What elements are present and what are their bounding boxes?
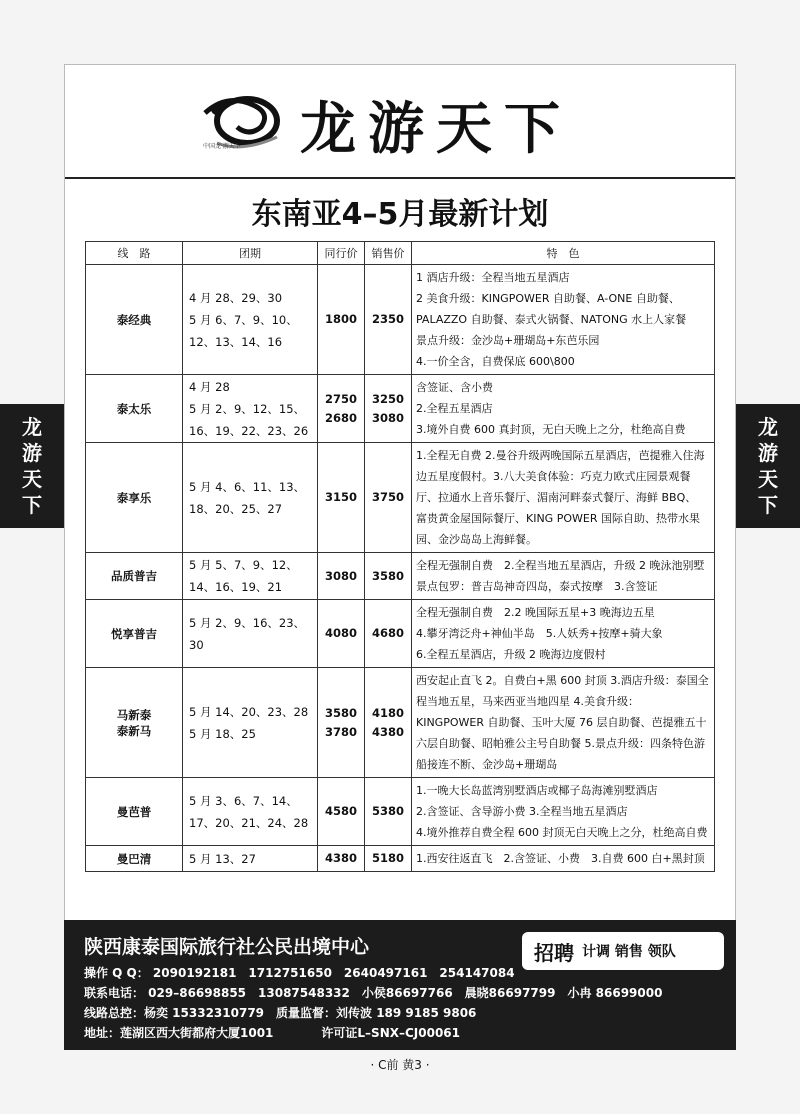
date-line: 16、19、22、23、26: [189, 423, 309, 438]
date-line: 30: [189, 637, 204, 652]
sale-price-cell: [365, 265, 412, 375]
page-title: 东南亚4–5月最新计划: [251, 197, 549, 232]
route-name: 泰经典: [116, 312, 152, 327]
brand-name: 龙游天下: [300, 96, 572, 162]
date-line: 5 月 13、27: [189, 851, 256, 866]
trade-price: 4580: [324, 804, 357, 818]
side-char: 游: [758, 441, 778, 465]
sale-price: 2350: [371, 312, 404, 326]
trade-price-cell: [318, 778, 365, 846]
feature-line: 1.全程无自费 2.曼谷升级两晚国际五星酒店，芭提雅入住海: [416, 449, 705, 462]
trade-price-cell: [318, 846, 365, 872]
feature-line: 程当地五星，马来西亚当地四星 4.美食升级：: [416, 695, 639, 708]
date-line: 4 月 28、29、30: [189, 290, 283, 305]
side-char: 天: [758, 467, 778, 491]
feature-line: 边五星度假村。3.八大美食体验：巧克力欧式庄园景观餐: [416, 470, 691, 483]
header: [65, 65, 735, 179]
date-line: 14、16、19、21: [189, 580, 283, 594]
feature-line: 4.境外推荐自费全程 600 封顶无白天晚上之分，杜绝高自费: [416, 826, 708, 839]
trade-price-cell: [318, 668, 365, 778]
feature-line: 2.含签证、含导游小费 3.全程当地五星酒店: [416, 805, 628, 818]
table-header-row: [86, 242, 715, 265]
side-char: 龙: [22, 415, 42, 439]
address-line: 地址：莲湖区西大街都府大厦1001 许可证L–SNX–CJ00061: [84, 1026, 461, 1040]
sale-price-cell: [365, 668, 412, 778]
features-cell: [412, 668, 715, 778]
side-char: 下: [758, 493, 778, 517]
sale-price: 5380: [371, 804, 404, 818]
sale-price-cell: [365, 778, 412, 846]
route-name: 马新泰: [116, 707, 152, 722]
table-row: [86, 553, 715, 600]
sale-price: 3080: [371, 410, 404, 425]
sale-price: 4180: [371, 705, 404, 720]
dates-cell: [183, 778, 318, 846]
dates-cell: [183, 668, 318, 778]
recruit-badge: [522, 932, 724, 970]
route-name: 悦享普吉: [111, 626, 157, 641]
features-cell: [412, 553, 715, 600]
sale-price: 3750: [371, 490, 404, 504]
table-row: [86, 443, 715, 553]
feature-line: 西安起止直飞 2。自费白+黑 600 封顶 3.酒店升级：泰国全: [416, 674, 709, 687]
table-row: [86, 600, 715, 668]
date-line: 5 月 6、7、9、10、: [189, 312, 298, 327]
trade-price: 1800: [324, 312, 357, 326]
itinerary-table: [85, 241, 715, 872]
date-line: 5 月 4、6、11、13、: [189, 479, 306, 494]
feature-line: 1.西安往返直飞 2.含签证、小费 3.自费 600 白+黑封顶: [416, 852, 705, 865]
route-cell: [86, 600, 183, 668]
trade-price: 2750: [324, 391, 357, 406]
date-line: 5 月 5、7、9、12、: [189, 558, 298, 572]
feature-line: KINGPOWER 自助餐、玉叶大厦 76 层自助餐、芭提雅五十: [416, 716, 707, 729]
feature-line: 全程无强制自费 2.2 晚国际五星+3 晚海边五星: [416, 606, 655, 619]
col-route-header: 线 路: [86, 242, 183, 265]
trade-price-cell: [318, 265, 365, 375]
route-cell: [86, 553, 183, 600]
col-trade-price-header: 同行价: [318, 242, 365, 265]
sale-price: 5180: [371, 851, 404, 865]
trade-price: 3580: [324, 705, 357, 720]
feature-line: 景点包罗：普吉岛神奇四岛，泰式按摩 3.含签证: [416, 580, 658, 593]
route-cell: [86, 778, 183, 846]
footer: [64, 920, 736, 1050]
sale-price-cell: [365, 600, 412, 668]
recruit-roles: 计调 销售 领队: [582, 944, 676, 960]
route-name: 泰享乐: [116, 490, 152, 505]
features-cell: [412, 600, 715, 668]
feature-line: 3.境外自费 600 真封顶，无白天晚上之分，杜绝高自费: [416, 423, 686, 436]
features-cell: [412, 375, 715, 443]
feature-line: 1.一晚大长岛蓝湾别墅酒店或椰子岛海滩别墅酒店: [416, 784, 658, 797]
trade-price: 3080: [324, 568, 357, 583]
logo-caption: 中国龙·游天下: [203, 143, 241, 150]
side-char: 天: [22, 467, 42, 491]
col-sale-price-header: 销售价: [365, 242, 412, 265]
agency-name: 陕西康泰国际旅行社公民出境中心: [84, 936, 370, 958]
features-cell: [412, 846, 715, 872]
date-line: 5 月 18、25: [189, 726, 256, 741]
route-name: 曼芭普: [116, 804, 152, 819]
feature-line: 船接连不断、金沙岛+珊瑚岛: [416, 758, 558, 771]
feature-line: 4.攀牙湾泛舟+神仙半岛 5.人妖秀+按摩+骑大象: [416, 627, 663, 640]
side-char: 游: [22, 441, 42, 465]
trade-price-cell: [318, 443, 365, 553]
trade-price: 2680: [324, 410, 357, 425]
feature-line: 6.全程五星酒店，升级 2 晚海边度假村: [416, 648, 606, 661]
managers-line: 线路总控：杨奕 15332310779 质量监督：刘传波 189 9185 9806: [84, 1006, 477, 1020]
feature-line: 4.一价全含，自费保底 600\800: [416, 355, 575, 368]
feature-line: PALAZZO 自助餐、泰式火锅餐、NATONG 水上人家餐: [416, 313, 687, 326]
side-char: 下: [22, 493, 42, 517]
table-row: [86, 846, 715, 872]
feature-line: 1 酒店升级：全程当地五星酒店: [416, 271, 570, 284]
feature-line: 全程无强制自费 2.全程当地五星酒店，升级 2 晚泳池别墅: [416, 559, 705, 572]
feature-line: 厅、拉通水上音乐餐厅、湄南河畔泰式餐厅、海鲜 BBQ、: [416, 491, 697, 504]
trade-price-cell: [318, 553, 365, 600]
route-name: 泰新马: [116, 723, 152, 738]
dates-cell: [183, 375, 318, 443]
sale-price: 3580: [371, 568, 404, 583]
feature-line: 六层自助餐、昭帕雅公主号自助餐 5.景点升级：四条特色游: [416, 737, 705, 750]
flyer-page: [64, 64, 736, 1050]
qq-line: 操作 Q Q： 2090192181 1712751650 2640497161 254147084: [84, 966, 515, 980]
table-row: [86, 375, 715, 443]
sale-price: 4680: [371, 626, 404, 640]
trade-price-cell: [318, 600, 365, 668]
trade-price: 4380: [324, 851, 357, 865]
sale-price-cell: [365, 443, 412, 553]
table-row: [86, 778, 715, 846]
date-line: 12、13、14、16: [189, 334, 283, 349]
trade-price: 4080: [324, 626, 357, 640]
dates-cell: [183, 846, 318, 872]
date-line: 5 月 14、20、23、28: [189, 704, 309, 719]
dates-cell: [183, 600, 318, 668]
feature-line: 2 美食升级：KINGPOWER 自助餐、A-ONE 自助餐、: [416, 292, 680, 305]
col-features-header: 特 色: [412, 242, 715, 265]
feature-line: 富贵黄金屋国际餐厅、KING POWER 国际自助、热带水果: [416, 512, 700, 525]
table-row: [86, 265, 715, 375]
date-line: 18、20、25、27: [189, 501, 283, 516]
features-cell: [412, 265, 715, 375]
route-cell: [86, 265, 183, 375]
phone-line: 联系电话： 029–86698855 13087548332 小侯86697766 晨晓86697799 小冉 86699000: [84, 986, 663, 1000]
feature-line: 2.全程五星酒店: [416, 402, 493, 415]
dates-cell: [183, 553, 318, 600]
date-line: 5 月 3、6、7、14、: [189, 793, 298, 808]
feature-line: 园、金沙岛岛上海鲜餐。: [416, 533, 537, 546]
sale-price-cell: [365, 553, 412, 600]
table-row: [86, 668, 715, 778]
dates-cell: [183, 265, 318, 375]
trade-price-cell: [318, 375, 365, 443]
dates-cell: [183, 443, 318, 553]
sale-price-cell: [365, 375, 412, 443]
features-cell: [412, 778, 715, 846]
trade-price: 3780: [324, 724, 357, 739]
col-dates-header: 团期: [183, 242, 318, 265]
trade-price: 3150: [324, 490, 357, 504]
feature-line: 景点升级：金沙岛+珊瑚岛+东芭乐园: [416, 334, 600, 347]
date-line: 17、20、21、24、28: [189, 815, 309, 830]
feature-line: 含签证、含小费: [416, 381, 493, 394]
route-name: 曼巴清: [116, 851, 152, 866]
date-line: 5 月 2、9、12、15、: [189, 401, 306, 416]
sale-price: 4380: [371, 724, 404, 739]
sale-price-cell: [365, 846, 412, 872]
page-number: · C前 黄3 ·: [370, 1058, 430, 1072]
side-tab-left: [0, 404, 64, 528]
route-cell: [86, 846, 183, 872]
features-cell: [412, 443, 715, 553]
route-cell: [86, 443, 183, 553]
side-char: 龙: [758, 415, 778, 439]
date-line: 5 月 2、9、16、23、: [189, 615, 306, 630]
route-name: 泰太乐: [116, 401, 152, 416]
route-cell: [86, 668, 183, 778]
sale-price: 3250: [371, 391, 404, 406]
side-tab-right: [736, 404, 800, 528]
date-line: 4 月 28: [189, 379, 230, 394]
route-cell: [86, 375, 183, 443]
recruit-title: 招聘: [534, 940, 574, 965]
route-name: 品质普吉: [111, 569, 157, 583]
